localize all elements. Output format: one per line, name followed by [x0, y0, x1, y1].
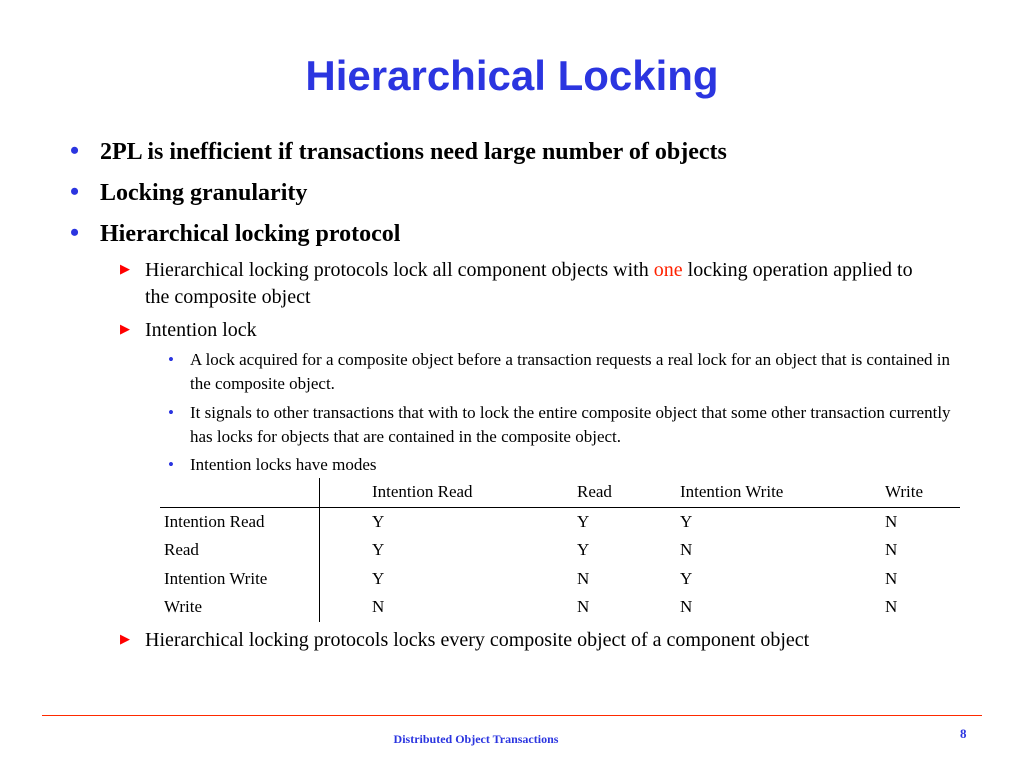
sub-sub-bullet-text: It signals to other transactions that with to lock the entire composite object that some other transaction currently has locks for objects that are contained in the composite object. — [190, 403, 951, 446]
bullet-item — [70, 136, 727, 166]
sub-bullet-text-end: locking operation applied to the composite object — [145, 259, 913, 308]
table-row — [160, 593, 960, 622]
page-number: 8 — [960, 726, 967, 741]
bullet-item — [70, 177, 307, 207]
sub-sub-bullet-text: Intention locks have modes — [190, 455, 377, 474]
table-row-label: Intention Read — [160, 507, 320, 536]
triangle-right-icon: ▶ — [120, 631, 130, 646]
table-header-cell: Intention Read — [372, 482, 473, 502]
sub-sub-bullet-item — [168, 401, 968, 449]
table-header-cell: Write — [885, 482, 924, 502]
bullet-dot-icon: • — [168, 455, 174, 474]
table-cell: Y — [577, 511, 590, 531]
table-cell: N — [577, 597, 590, 617]
bullet-text: 2PL is inefficient if transactions need large number of objects — [100, 139, 727, 165]
sub-sub-bullet-item — [168, 453, 968, 477]
table-cell: N — [885, 597, 898, 617]
slide-title: Hierarchical Locking — [305, 52, 719, 99]
sub-bullet-text: Hierarchical locking protocols locks every composite object of a component object — [145, 629, 810, 651]
sub-bullet-text-start: Hierarchical locking protocols lock all component objects with — [145, 259, 654, 281]
bullet-item — [70, 218, 400, 248]
triangle-right-icon: ▶ — [120, 321, 130, 336]
bullet-dot-icon: • — [70, 136, 80, 165]
table-header-row — [160, 478, 960, 507]
bullet-dot-icon: • — [70, 177, 80, 206]
table-cell: N — [680, 597, 693, 617]
table-cell: N — [885, 511, 898, 531]
table-row — [160, 565, 960, 594]
sub-bullet-text: Intention lock — [145, 319, 257, 341]
sub-bullet-item — [120, 627, 940, 655]
table-cell: Y — [577, 540, 590, 560]
table-header-cell: Read — [577, 482, 612, 502]
table-cell: Y — [372, 540, 385, 560]
sub-sub-bullet-text: A lock acquired for a composite object before a transaction requests a real lock for an object that is contained in the composite object. — [190, 350, 950, 393]
table-cell: N — [372, 597, 385, 617]
table-row-label: Write — [160, 593, 320, 622]
table-cell: Y — [372, 511, 385, 531]
footer-title: Distributed Object Transactions — [393, 732, 559, 746]
triangle-right-icon: ▶ — [120, 261, 130, 276]
table-cell: Y — [372, 568, 385, 588]
bullet-text: Locking granularity — [100, 180, 308, 206]
table-cell: N — [577, 568, 590, 588]
table-row-label: Intention Write — [160, 565, 320, 594]
table-cell: N — [885, 568, 898, 588]
sub-bullet-text — [145, 257, 935, 311]
table-row — [160, 507, 960, 536]
table-header-cell: Intention Write — [680, 482, 784, 502]
lock-compatibility-table — [160, 478, 960, 622]
sub-sub-bullet-item — [168, 348, 968, 396]
bullet-dot-icon: • — [70, 218, 80, 247]
bullet-dot-icon: • — [168, 350, 174, 369]
table-cell: Y — [680, 511, 693, 531]
sub-bullet-item — [120, 257, 940, 311]
table-cell: N — [885, 540, 898, 560]
table-row — [160, 536, 960, 565]
table-header-cell — [160, 478, 320, 507]
emphasis-text: one — [653, 259, 683, 281]
bullet-dot-icon: • — [168, 403, 174, 422]
sub-bullet-item — [120, 317, 940, 345]
footer-divider — [42, 715, 982, 716]
table-cell: Y — [680, 568, 693, 588]
bullet-text: Hierarchical locking protocol — [100, 221, 401, 247]
table-cell: N — [680, 540, 693, 560]
table-row-label: Read — [160, 536, 320, 565]
